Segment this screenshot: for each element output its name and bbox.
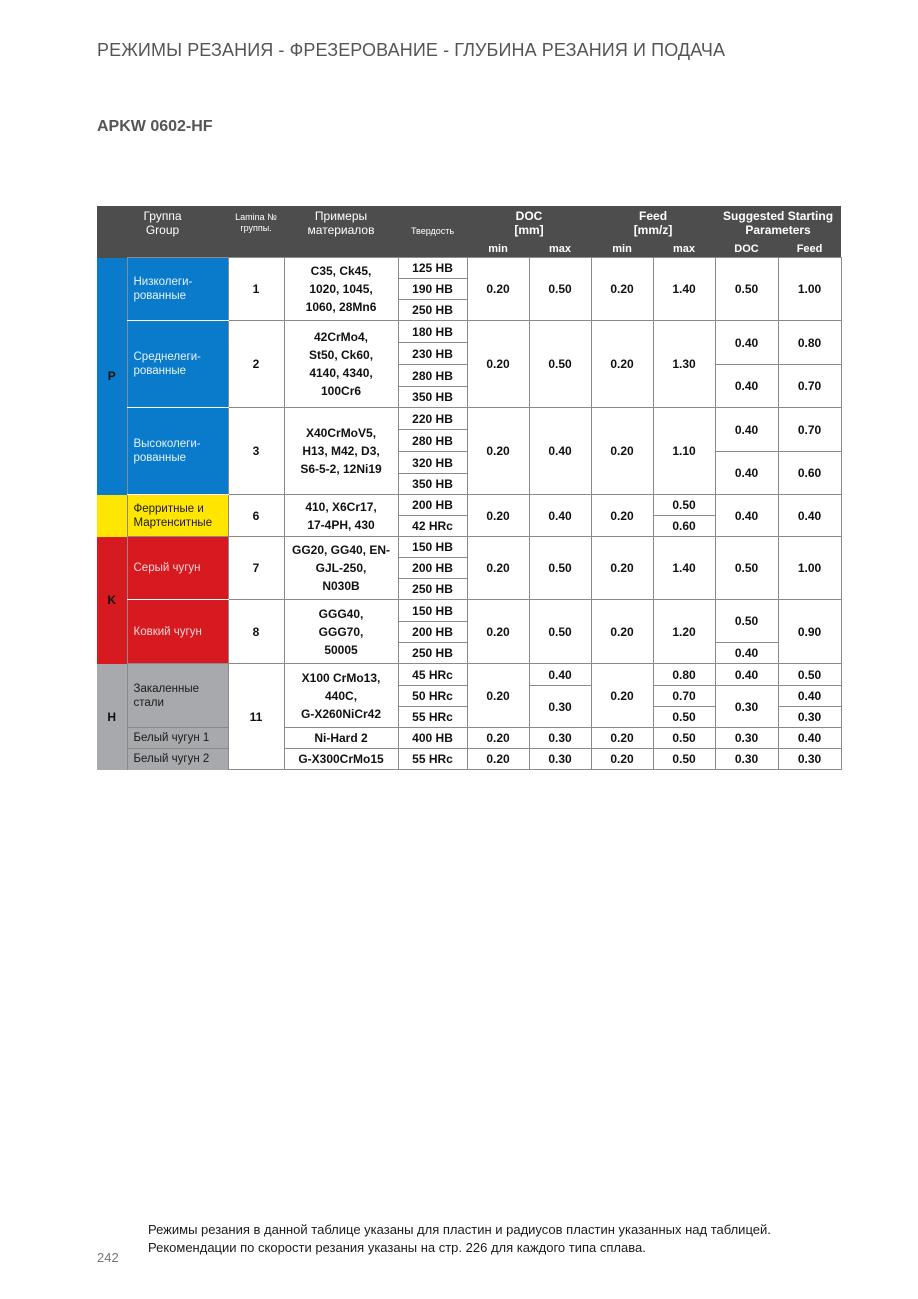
material-group-name: Закаленные стали <box>127 664 228 728</box>
table-row <box>97 749 841 770</box>
doc-max: 0.40 <box>529 664 591 686</box>
feed-max: 1.40 <box>653 258 715 321</box>
lamina-number: 1 <box>228 258 284 321</box>
doc-min: 0.20 <box>467 258 529 321</box>
doc-max: 0.50 <box>529 321 591 408</box>
hardness-value: 55 HRc <box>398 749 467 770</box>
header-row-sub <box>97 240 841 258</box>
doc-min: 0.20 <box>467 749 529 770</box>
feed-max: 0.50 <box>653 707 715 728</box>
hardness-value: 125 HB <box>398 258 467 279</box>
suggested-doc: 0.50 <box>715 537 778 600</box>
doc-min: 0.20 <box>467 495 529 537</box>
hardness-value: 280 HB <box>398 365 467 387</box>
lamina-number: 8 <box>228 600 284 664</box>
material-examples: G-X300CrMo15 <box>284 749 398 770</box>
hardness-value: 50 HRc <box>398 686 467 707</box>
header-spacer <box>228 240 284 258</box>
feed-min: 0.20 <box>591 408 653 495</box>
suggested-doc: 0.40 <box>715 321 778 365</box>
feed-max: 0.50 <box>653 728 715 749</box>
lamina-number: 3 <box>228 408 284 495</box>
material-group-name: Ковкий чугун <box>127 600 228 664</box>
feed-min: 0.20 <box>591 600 653 664</box>
suggested-doc: 0.40 <box>715 495 778 537</box>
doc-max: 0.50 <box>529 258 591 321</box>
table-row <box>97 408 841 430</box>
table-row <box>97 664 841 686</box>
suggested-doc: 0.40 <box>715 664 778 686</box>
doc-min: 0.20 <box>467 600 529 664</box>
footnote <box>148 1221 771 1257</box>
suggested-doc: 0.40 <box>715 408 778 452</box>
group-k-label: K <box>97 537 127 664</box>
header-feed-max: max <box>653 240 715 258</box>
header-spacer <box>97 240 228 258</box>
hardness-value: 190 HB <box>398 279 467 300</box>
table-row <box>97 321 841 343</box>
material-examples: X100 CrMo13, 440C, G-X260NiCr42 <box>284 664 398 728</box>
suggested-doc: 0.40 <box>715 365 778 408</box>
header-group: Группа Group <box>97 206 228 240</box>
hardness-value: 350 HB <box>398 387 467 408</box>
cutting-parameters-table <box>97 206 842 770</box>
material-examples: GGG40, GGG70, 50005 <box>284 600 398 664</box>
table-row <box>97 258 841 279</box>
hardness-value: 400 HB <box>398 728 467 749</box>
suggested-feed: 0.70 <box>778 365 841 408</box>
hardness-value: 150 HB <box>398 600 467 622</box>
material-group-name: Низколеги- рованные <box>127 258 228 321</box>
group-ferritic-band <box>97 495 127 537</box>
material-group-name: Ферритные и Мартенситные <box>127 495 228 537</box>
material-examples: X40CrMoV5, H13, M42, D3, S6-5-2, 12Ni19 <box>284 408 398 495</box>
hardness-value: 350 HB <box>398 474 467 495</box>
suggested-doc: 0.40 <box>715 643 778 664</box>
doc-max: 0.50 <box>529 537 591 600</box>
doc-min: 0.20 <box>467 321 529 408</box>
header-spacer <box>284 240 398 258</box>
hardness-value: 180 HB <box>398 321 467 343</box>
material-examples: GG20, GG40, EN- GJL-250, N030B <box>284 537 398 600</box>
doc-min: 0.20 <box>467 664 529 728</box>
doc-min: 0.20 <box>467 537 529 600</box>
hardness-value: 55 HRc <box>398 707 467 728</box>
feed-max: 0.80 <box>653 664 715 686</box>
header-suggested-doc: DOC <box>715 240 778 258</box>
lamina-number: 2 <box>228 321 284 408</box>
suggested-feed: 0.40 <box>778 728 841 749</box>
feed-min: 0.20 <box>591 664 653 728</box>
header-materials: Примеры материалов <box>284 206 398 240</box>
feed-min: 0.20 <box>591 495 653 537</box>
header-doc-max: max <box>529 240 591 258</box>
insert-designation: APKW 0602-HF <box>97 118 213 135</box>
doc-max: 0.30 <box>529 686 591 728</box>
header-suggested-feed: Feed <box>778 240 841 258</box>
suggested-doc: 0.30 <box>715 728 778 749</box>
group-p-label: P <box>97 258 127 495</box>
table-row <box>97 728 841 749</box>
material-group-name: Серый чугун <box>127 537 228 600</box>
suggested-doc: 0.50 <box>715 258 778 321</box>
suggested-doc: 0.40 <box>715 452 778 495</box>
feed-min: 0.20 <box>591 321 653 408</box>
suggested-feed: 1.00 <box>778 537 841 600</box>
feed-max: 1.10 <box>653 408 715 495</box>
doc-min: 0.20 <box>467 728 529 749</box>
suggested-doc: 0.30 <box>715 749 778 770</box>
suggested-doc: 0.50 <box>715 600 778 643</box>
material-group-name: Высоколеги- рованные <box>127 408 228 495</box>
footnote-line: Режимы резания в данной таблице указаны для пластин и радиусов пластин указанных над таблицей. <box>148 1222 771 1237</box>
material-examples: C35, Ck45, 1020, 1045, 1060, 28Mn6 <box>284 258 398 321</box>
feed-max: 0.50 <box>653 749 715 770</box>
suggested-feed: 0.40 <box>778 686 841 707</box>
suggested-doc: 0.30 <box>715 686 778 728</box>
page-title: РЕЖИМЫ РЕЗАНИЯ - ФРЕЗЕРОВАНИЕ - ГЛУБИНА РЕЗАНИЯ И ПОДАЧА <box>97 40 726 60</box>
feed-min: 0.20 <box>591 728 653 749</box>
table-row <box>97 495 841 516</box>
material-group-name: Среднелеги- рованные <box>127 321 228 408</box>
hardness-value: 250 HB <box>398 579 467 600</box>
hardness-value: 230 HB <box>398 343 467 365</box>
material-examples: 410, X6Cr17, 17-4PH, 430 <box>284 495 398 537</box>
hardness-value: 45 HRc <box>398 664 467 686</box>
doc-max: 0.40 <box>529 495 591 537</box>
feed-max: 1.30 <box>653 321 715 408</box>
doc-max: 0.30 <box>529 749 591 770</box>
feed-max: 0.70 <box>653 686 715 707</box>
doc-max: 0.40 <box>529 408 591 495</box>
header-hardness: Твердость <box>398 206 467 258</box>
page-number: 242 <box>97 1250 119 1265</box>
material-examples: Ni-Hard 2 <box>284 728 398 749</box>
doc-max: 0.50 <box>529 600 591 664</box>
table-row <box>97 600 841 622</box>
lamina-number: 6 <box>228 495 284 537</box>
suggested-feed: 1.00 <box>778 258 841 321</box>
suggested-feed: 0.50 <box>778 664 841 686</box>
hardness-value: 42 HRc <box>398 516 467 537</box>
feed-max: 0.50 <box>653 495 715 516</box>
hardness-value: 250 HB <box>398 643 467 664</box>
lamina-number: 11 <box>228 664 284 770</box>
feed-min: 0.20 <box>591 749 653 770</box>
feed-max: 1.20 <box>653 600 715 664</box>
doc-max: 0.30 <box>529 728 591 749</box>
feed-min: 0.20 <box>591 537 653 600</box>
hardness-value: 250 HB <box>398 300 467 321</box>
suggested-feed: 0.30 <box>778 749 841 770</box>
hardness-value: 320 HB <box>398 452 467 474</box>
header-suggested: Suggested Starting Parameters <box>715 206 841 240</box>
header-feed-min: min <box>591 240 653 258</box>
suggested-feed: 0.30 <box>778 707 841 728</box>
suggested-feed: 0.60 <box>778 452 841 495</box>
material-group-name: Белый чугун 2 <box>127 749 228 770</box>
header-doc: DOC [mm] <box>467 206 591 240</box>
hardness-value: 150 HB <box>398 537 467 558</box>
hardness-value: 220 HB <box>398 408 467 430</box>
feed-max: 1.40 <box>653 537 715 600</box>
hardness-value: 280 HB <box>398 430 467 452</box>
suggested-feed: 0.40 <box>778 495 841 537</box>
header-lamina: Lamina № группы. <box>228 206 284 240</box>
hardness-value: 200 HB <box>398 622 467 643</box>
footnote-line: Рекомендации по скорости резания указаны на стр. 226 для каждого типа сплава. <box>148 1240 646 1255</box>
hardness-value: 200 HB <box>398 558 467 579</box>
header-row-main <box>97 206 841 240</box>
suggested-feed: 0.70 <box>778 408 841 452</box>
header-doc-min: min <box>467 240 529 258</box>
feed-min: 0.20 <box>591 258 653 321</box>
feed-max: 0.60 <box>653 516 715 537</box>
suggested-feed: 0.80 <box>778 321 841 365</box>
lamina-number: 7 <box>228 537 284 600</box>
hardness-value: 200 HB <box>398 495 467 516</box>
group-h-label: H <box>97 664 127 770</box>
suggested-feed: 0.90 <box>778 600 841 664</box>
material-group-name: Белый чугун 1 <box>127 728 228 749</box>
header-feed: Feed [mm/z] <box>591 206 715 240</box>
table-row <box>97 537 841 558</box>
doc-min: 0.20 <box>467 408 529 495</box>
material-examples: 42CrMo4, St50, Ck60, 4140, 4340, 100Cr6 <box>284 321 398 408</box>
